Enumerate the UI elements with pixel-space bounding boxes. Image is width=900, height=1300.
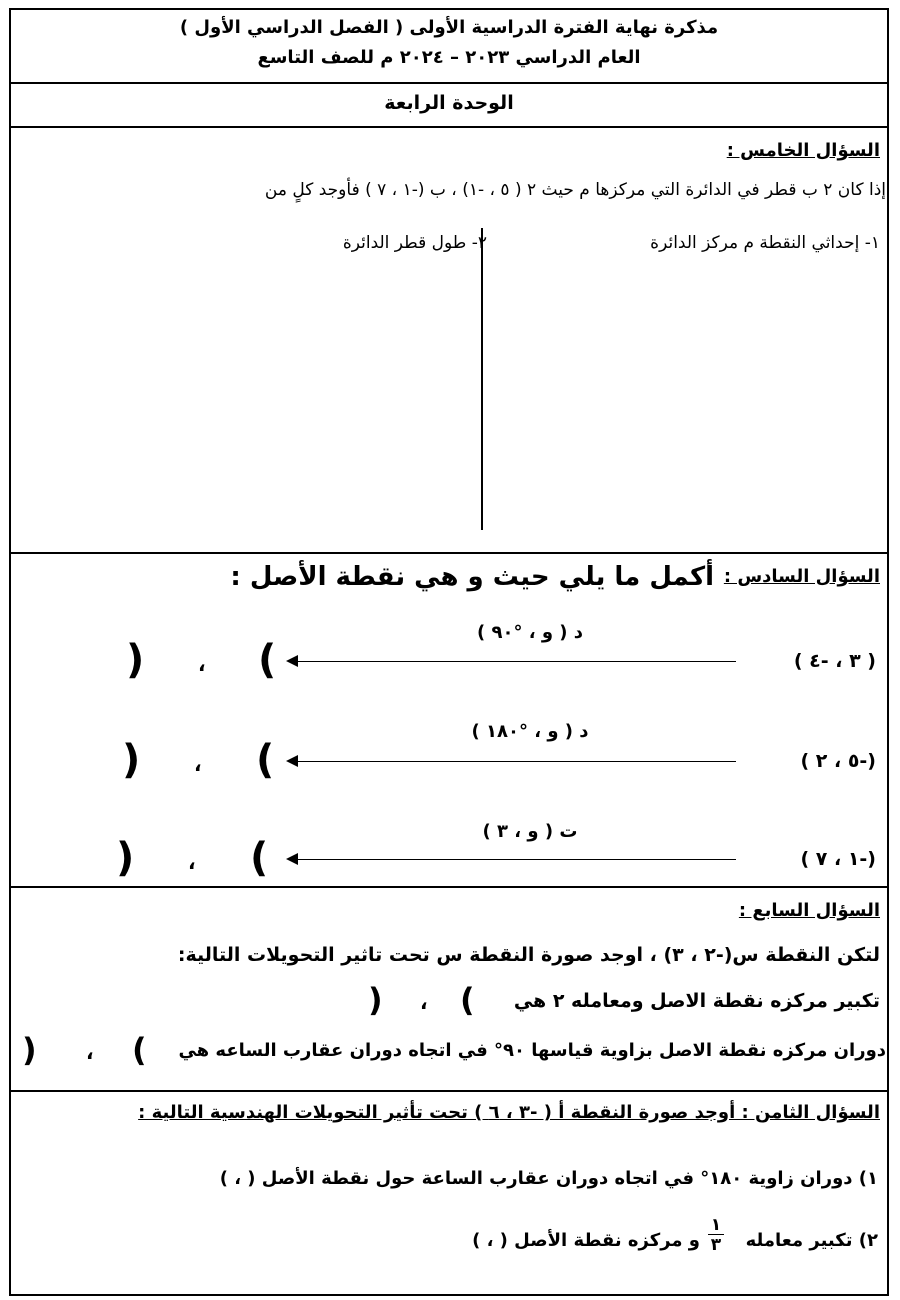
header-line-2: العام الدراسي ٢٠٢٣ – ٢٠٢٤ م للصف التاسع — [257, 47, 641, 68]
q8-item-1: ١) دوران زاوية ١٨٠° في اتجاه دوران عقارب الساعة حول نقطة الأصل ( ، ) — [219, 1168, 878, 1189]
q7-item-2: دوران مركزه نقطة الاصل بزاوية قياسها ٩٠° في اتجاه دوران عقارب الساعه هي — [178, 1040, 886, 1061]
answer-close-paren: ) — [368, 981, 383, 1019]
q6-row-1-point: ( ٣ ، -٤ ) — [793, 650, 876, 672]
answer-comma: ، — [188, 850, 196, 874]
q7-title: السؤال السابع : — [738, 900, 880, 921]
q7-stem: لتكن النقطة س(-٢ ، ٣) ، اوجد صورة النقطة س تحت تاثير التحويلات التالية: — [177, 944, 880, 966]
answer-open-paren: ( — [250, 835, 269, 881]
answer-comma: ، — [198, 652, 206, 676]
answer-comma: ، — [420, 990, 428, 1014]
answer-column-divider — [481, 228, 483, 530]
q7-item-1: تكبير مركزه نقطة الاصل ومعامله ٢ هي — [513, 990, 880, 1012]
fraction-numerator: ١ — [710, 1215, 722, 1235]
divider — [9, 126, 889, 128]
q6-row-3-point: (-١ ، ٧ ) — [800, 848, 876, 870]
q5-part-2: ٢- طول قطر الدائرة — [342, 233, 487, 253]
divider — [9, 552, 889, 554]
answer-open-paren: ( — [256, 737, 275, 783]
q8-item-2-prefix: ٢) تكبير معامله — [745, 1230, 878, 1251]
header-line-1: مذكرة نهاية الفترة الدراسية الأولى ( الفصل الدراسي الأول ) — [179, 17, 719, 38]
q6-row-3-arrow — [298, 859, 736, 860]
answer-comma: ، — [86, 1040, 94, 1064]
answer-open-paren: ( — [132, 1031, 147, 1069]
divider — [9, 1090, 889, 1092]
unit-title: الوحدة الرابعة — [384, 92, 514, 114]
q8-item-2-suffix: و مركزه نقطة الأصل ( ، ) — [472, 1230, 700, 1251]
q6-instruction: أكمل ما يلي حيث و هي نقطة الأصل : — [230, 562, 714, 592]
q5-part-1: ١- إحداثي النقطة م مركز الدائرة — [650, 233, 880, 253]
answer-close-paren: ) — [126, 637, 145, 683]
q6-row-2-transform: د ( و ، °١٨٠ ) — [471, 721, 589, 742]
fraction-one-third — [706, 1216, 726, 1255]
q6-row-2-arrow — [298, 761, 736, 762]
fraction-denominator: ٣ — [710, 1235, 722, 1255]
q6-title: السؤال السادس : — [723, 566, 880, 587]
q5-title: السؤال الخامس : — [726, 140, 880, 161]
answer-close-paren: ) — [116, 835, 135, 881]
q8-title: السؤال الثامن : أوجد صورة النقطة أ ( -٣ ، ٦ ) تحت تأثير التحويلات الهندسية التالية : — [138, 1102, 880, 1123]
q5-stem: إذا كان ٢ ب قطر في الدائرة التي مركزها م حيث ٢ ( ٥ ، -١) ، ب (-١ ، ٧ ) فأوجد كلٍ من — [264, 180, 886, 200]
q6-row-1-arrow — [298, 661, 736, 662]
divider — [9, 82, 889, 84]
answer-close-paren: ) — [22, 1031, 37, 1069]
answer-close-paren: ) — [122, 737, 141, 783]
q6-row-3-transform: ت ( و ، ٣ ) — [482, 821, 578, 842]
answer-open-paren: ( — [258, 637, 277, 683]
answer-comma: ، — [194, 752, 202, 776]
answer-open-paren: ( — [460, 981, 475, 1019]
divider — [9, 886, 889, 888]
q6-row-2-point: (-٥ ، ٢ ) — [800, 750, 876, 772]
q6-row-1-transform: د ( و ، °٩٠ ) — [476, 622, 584, 643]
